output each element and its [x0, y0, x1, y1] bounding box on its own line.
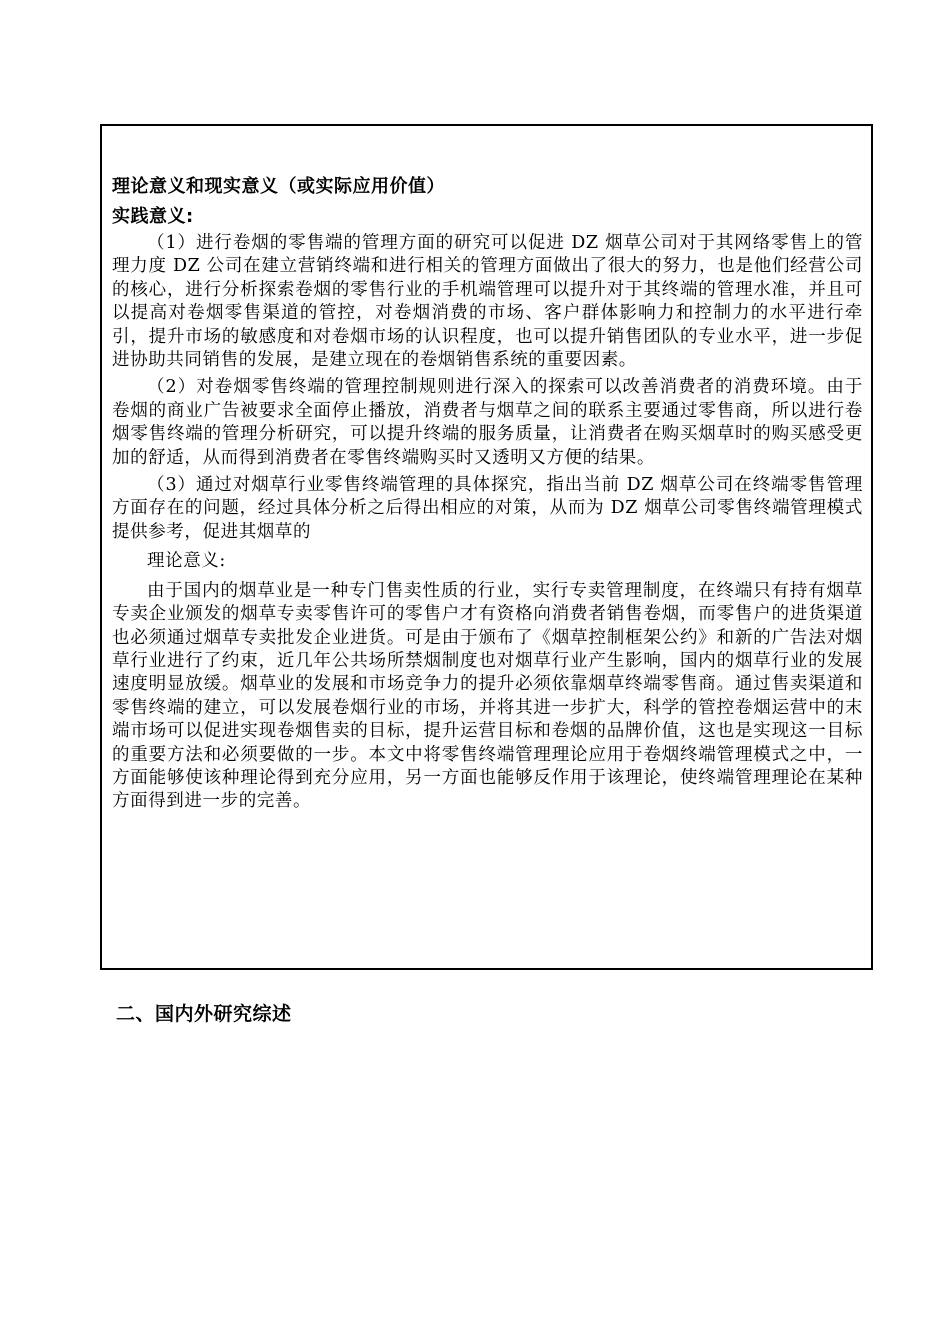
significance-heading: 理论意义和现实意义（或实际应用价值）: [112, 176, 445, 197]
paragraph-1: （1）进行卷烟的零售端的管理方面的研究可以促进 DZ 烟草公司对于其网络零售上的管理力度 DZ 公司在建立营销终端和进行相关的管理方面做出了很大的努力，也是他们经营公司的核心，进行分析探索卷烟的零售行业的手机端管理可以提升对于其终端的管理水准，并且可以提高对卷烟零售渠道的管控，对卷烟消费的市场、客户群体影响力和控制力的水平进行牵引，提升市场的敏感度和对卷烟市场的认识程度，也可以提升销售团队的专业水平，进一步促进协助共同销售的发展，是建立现在的卷烟销售系统的重要因素。: [112, 233, 863, 371]
section-title: 二、国内外研究综述: [116, 1003, 292, 1025]
theory-paragraph: 由于国内的烟草业是一种专门售卖性质的行业，实行专卖管理制度，在终端只有持有烟草专卖企业颁发的烟草专卖零售许可的零售户才有资格向消费者销售卷烟，而零售户的进货渠道也必须通过烟草专卖批发企业进货。可是由于颁布了《烟草控制框架公约》和新的广告法对烟草行业进行了约束，近几年公共场所禁烟制度也对烟草行业产生影响，国内的烟草行业的发展速度明显放缓。烟草业的发展和市场竞争力的提升必须依靠烟草终端零售商。通过售卖渠道和零售终端的建立，可以发展卷烟行业的市场，并将其进一步扩大，科学的管控卷烟运营中的末端市场可以促进实现卷烟售卖的目标，提升运营目标和卷烟的品牌价值，这也是实现这一目标的重要方法和必须要做的一步。本文中将零售终端管理理论应用于卷烟终端管理模式之中，一方面能够使该种理论得到充分应用，另一方面也能够反作用于该理论，使终端管理理论在某种方面得到进一步的完善。: [112, 580, 863, 812]
content-box: [100, 124, 873, 970]
theory-significance-label: 理论意义:: [147, 551, 226, 572]
paragraph-2: （2）对卷烟零售终端的管理控制规则进行深入的探索可以改善消费者的消费环境。由于卷烟的商业广告被要求全面停止播放，消费者与烟草之间的联系主要通过零售商，所以进行卷烟零售终端的管理分析研究，可以提升终端的服务质量，让消费者在购买烟草时的购买感受更加的舒适，从而得到消费者在零售终端购买时又透明又方便的结果。: [112, 377, 863, 468]
practical-significance-heading: 实践意义:: [112, 206, 194, 227]
paragraph-3: （3）通过对烟草行业零售终端管理的具体探究，指出当前 DZ 烟草公司在终端零售管理方面存在的问题，经过具体分析之后得出相应的对策，从而为 DZ 烟草公司零售终端管理模式提供参考，促进其烟草的: [112, 475, 863, 542]
